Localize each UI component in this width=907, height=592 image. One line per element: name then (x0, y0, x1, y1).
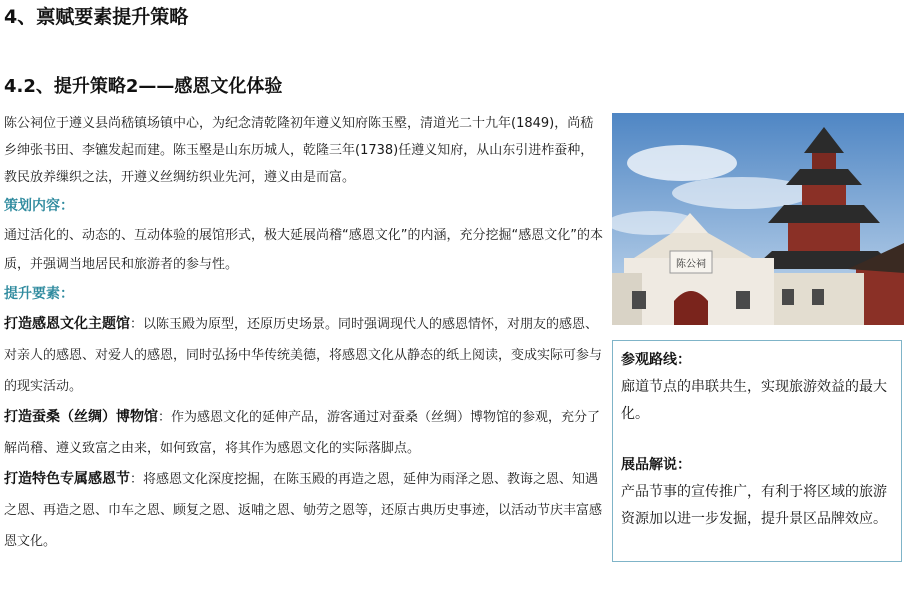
element-item (4, 309, 604, 402)
spacer (621, 428, 893, 452)
element-item-text: ：以陈玉殿为原型，还原历史场景。同时强调现代人的感恩情怀，对朋友的感恩、对亲人的感恩、对爱人的感恩，同时弘扬中华传统美德，将感恩文化从静态的纸上阅读，变成实际可参与的现实活动。 (4, 317, 603, 394)
plan-paragraph: 通过活化的、动态的、互动体验的展馆形式，极大延展尚稽“感恩文化”的内涵，充分挖掘“感恩文化”的本质，并强调当地居民和旅游者的参与性。 (4, 228, 603, 272)
element-item-title: 打造感恩文化主题馆 (4, 316, 130, 332)
page-title: 4、禀赋要素提升策略 (4, 6, 189, 28)
element-item-title: 打造特色专属感恩节 (4, 471, 130, 487)
route-title: 参观路线： (621, 352, 691, 368)
element-item (4, 464, 604, 557)
elements-heading: 提升要素： (4, 286, 74, 302)
route-text: 廊道节点的串联共生，实现旅游效益的最大化。 (621, 379, 887, 422)
product-text: 产品节事的宣传推广，有利于将区域的旅游资源加以进一步发掘，提升景区品牌效应。 (621, 484, 887, 527)
photo-sign-text: 陈公祠 (676, 259, 706, 270)
element-item-text: ：作为感恩文化的延伸产品，游客通过对蚕桑（丝绸）博物馆的参观，充分了解尚稽、遵义致富之由来，如何致富，将其作为感恩文化的实际落脚点。 (4, 410, 601, 456)
info-box (612, 340, 902, 562)
section-subtitle: 4.2、提升策略2——感恩文化体验 (4, 76, 283, 97)
element-item (4, 402, 604, 464)
element-item-title: 打造蚕桑（丝绸）博物馆 (4, 409, 158, 425)
product-title: 展品解说： (621, 457, 691, 473)
temple-photo (612, 113, 904, 325)
plan-heading: 策划内容： (4, 198, 74, 214)
element-item-text: ：将感恩文化深度挖掘，在陈玉殿的再造之恩，延伸为雨泽之恩、教诲之恩、知遇之恩、再造之恩、巾车之恩、顾复之恩、返哺之恩、劬劳之恩等，还原古典历史事迹，以活动节庆丰富感恩文化。 (4, 472, 603, 549)
intro-paragraph: 陈公祠位于遵义县尚嵇镇场镇中心，为纪念清乾隆初年遵义知府陈玉壂，清道光二十九年(1849)，尚嵇乡绅张书田、李镳发起而建。陈玉壂是山东历城人，乾隆三年(1738)任遵义知府，从山东引进柞蚕种，教民放养缫织之法，开遵义丝绸纺织业先河，遵义由是而富。 (4, 116, 594, 185)
main-content (4, 110, 604, 557)
